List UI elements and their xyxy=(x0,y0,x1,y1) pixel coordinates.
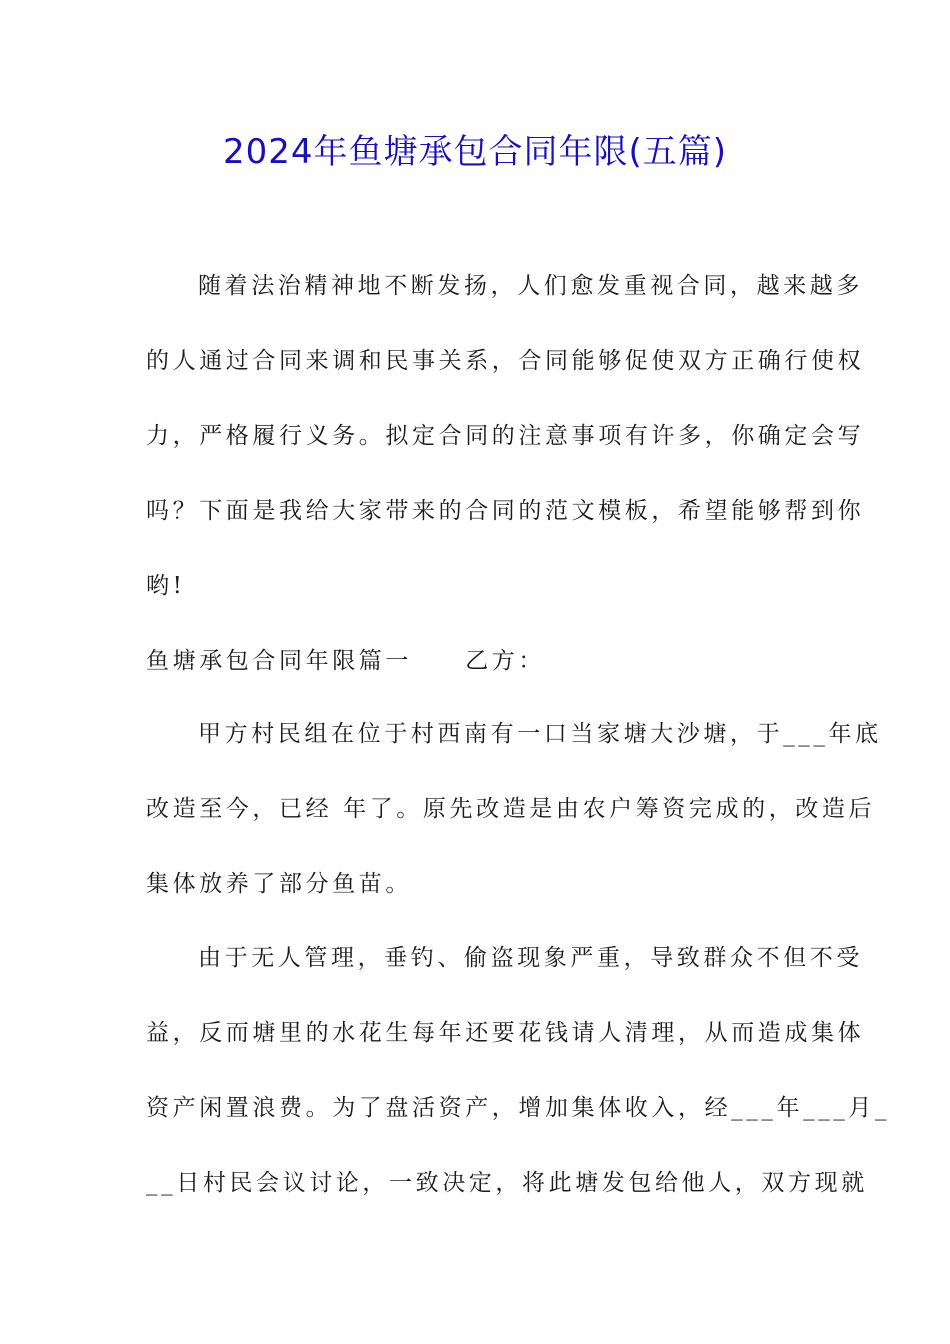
paragraph-1-line-4: 吗？下面是我给大家带来的合同的范文模板，希望能够帮到你 xyxy=(146,498,865,524)
paragraph-2-line-2: 改造至今，已经 年了。原先改造是由农户筹资完成的，改造后 xyxy=(146,796,876,822)
paragraph-3-line-3: 资产闲置浪费。为了盘活资产，增加集体收入，经___年___月_ xyxy=(146,1095,891,1121)
paragraph-1-line-2: 的人通过合同来调和民事关系，合同能够促使双方正确行使权 xyxy=(146,348,865,374)
paragraph-3-line-2: 益，反而塘里的水花生每年还要花钱请人清理，从而造成集体 xyxy=(146,1020,865,1046)
paragraph-2-line-1: 甲方村民组在位于村西南有一口当家塘大沙塘，于___年底 xyxy=(198,721,882,747)
paragraph-2-line-3: 集体放养了部分鱼苗。 xyxy=(146,871,412,897)
document-title: 2024年鱼塘承包合同年限(五篇) xyxy=(222,132,728,172)
paragraph-1-line-1: 随着法治精神地不断发扬，人们愈发重视合同，越来越多 xyxy=(198,273,863,299)
paragraph-3-line-4: __日村民会议讨论，一致决定，将此塘发包给他人，双方现就 xyxy=(146,1170,868,1196)
paragraph-1-line-5: 哟! xyxy=(146,573,186,599)
paragraph-1-line-3: 力，严格履行义务。拟定合同的注意事项有许多，你确定会写 xyxy=(146,423,865,449)
section-heading-1: 鱼塘承包合同年限篇一 乙方： xyxy=(146,648,545,674)
paragraph-3-line-1: 由于无人管理，垂钓、偷盗现象严重，导致群众不但不受 xyxy=(198,945,863,971)
